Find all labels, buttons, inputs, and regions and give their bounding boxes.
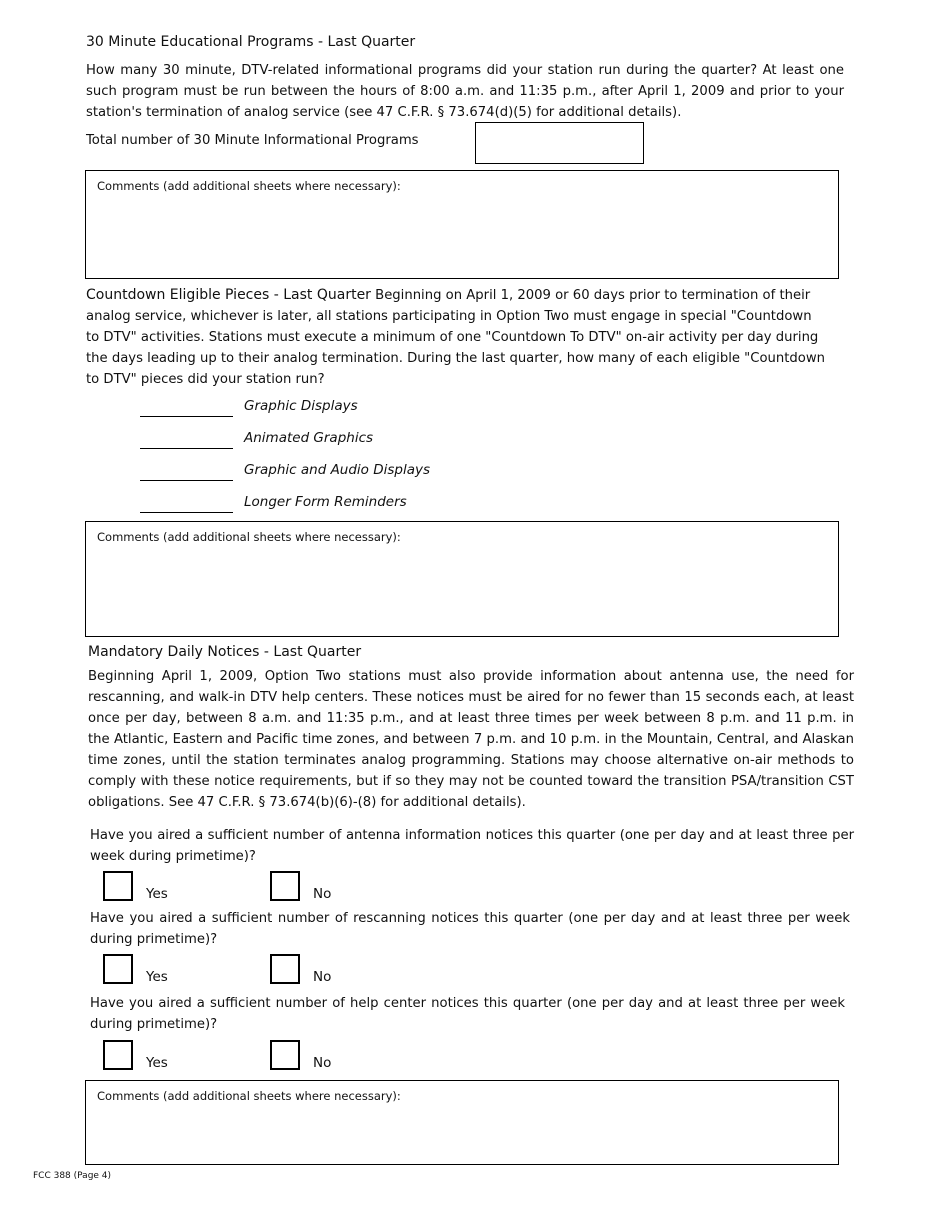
help-center-yes-checkbox[interactable] [103,1040,133,1070]
page-footer: FCC 388 (Page 4) [33,1171,112,1181]
section3-heading: Mandatory Daily Notices - Last Quarter [88,644,362,660]
longer-form-reminders-label: Longer Form Reminders [244,494,407,510]
section1-question: How many 30 minute, DTV-related informational programs did your station run during the quarter? At least one such program must be run between the hours of 8:00 a.m. and 11:35 p.m., after April 1, 2009 and prior to your station's termination of analog service (see 47 C.F.R. § 73.674(d)(5) for additional details). [86,63,844,120]
graphic-audio-displays-field[interactable] [140,480,233,481]
graphic-displays-field[interactable] [140,416,233,417]
total-programs-label: Total number of 30 Minute Informational Programs [86,133,419,148]
help-center-notices-question: Have you aired a sufficient number of help center notices this quarter (one per day and at least three per week during primetime)? [90,996,845,1032]
section3-comments-box[interactable] [85,1080,839,1165]
no-label: No [313,969,332,985]
section2-heading: Countdown Eligible Pieces - Last Quarter [86,287,371,303]
yes-label: Yes [146,969,168,985]
help-center-no-checkbox[interactable] [270,1040,300,1070]
antenna-no-checkbox[interactable] [270,871,300,901]
no-label: No [313,886,332,902]
yes-label: Yes [146,1055,168,1071]
comments-label: Comments (add additional sheets where necessary): [97,179,401,193]
comments-label: Comments (add additional sheets where necessary): [97,1089,401,1103]
section3-body: Beginning April 1, 2009, Option Two stations must also provide information about antenna use, the need for rescanning, and walk-in DTV help centers. These notices must be aired for no fewer than 15 seconds each, at least once per day, between 8 a.m. and 11:35 p.m., and at least three times per week between 8 p.m. and 11 p.m. in the Atlantic, Eastern and Pacific time zones, and between 7 p.m. and 10 p.m. in the Mountain, Central, and Alaskan time zones, until the station terminates analog programming. Stations may choose alternative on-air methods to comply with these notice requirements, but if so they may not be counted toward the transition PSA/transition CST obligations. See 47 C.F.R. § 73.674(b)(6)-(8) for additional details). [88,669,854,810]
graphic-displays-label: Graphic Displays [244,398,358,414]
rescanning-notices-question: Have you aired a sufficient number of rescanning notices this quarter (one per day and at least three per week during primetime)? [90,911,850,947]
animated-graphics-field[interactable] [140,448,233,449]
rescanning-no-checkbox[interactable] [270,954,300,984]
section2-text [86,285,826,390]
section1-heading: 30 Minute Educational Programs - Last Quarter [86,34,416,50]
longer-form-reminders-field[interactable] [140,512,233,513]
section2-comments-box[interactable] [85,521,839,637]
section1-comments-box[interactable] [85,170,839,279]
antenna-yes-checkbox[interactable] [103,871,133,901]
animated-graphics-label: Animated Graphics [244,430,374,446]
comments-label: Comments (add additional sheets where necessary): [97,530,401,544]
section2-body-line1: Beginning on April 1, 2009 or 60 days prior to termination of their analog [86,288,811,324]
antenna-notices-question: Have you aired a sufficient number of antenna information notices this quarter (one per day and at least three per week during primetime)? [90,828,854,864]
rescanning-yes-checkbox[interactable] [103,954,133,984]
total-programs-input[interactable] [475,122,644,164]
yes-label: Yes [146,886,168,902]
no-label: No [313,1055,332,1071]
section2-body-rest: service, whichever is later, all stations participating in Option Two must engage in special "Countdown to DTV" activities. Stations must execute a minimum of one "Countdown To DTV" on-air activity per day during the days leading up to their analog termination. During the last quarter, how many of each eligible "Countdown to DTV" pieces did your station run? [86,309,825,387]
graphic-audio-displays-label: Graphic and Audio Displays [244,462,431,478]
